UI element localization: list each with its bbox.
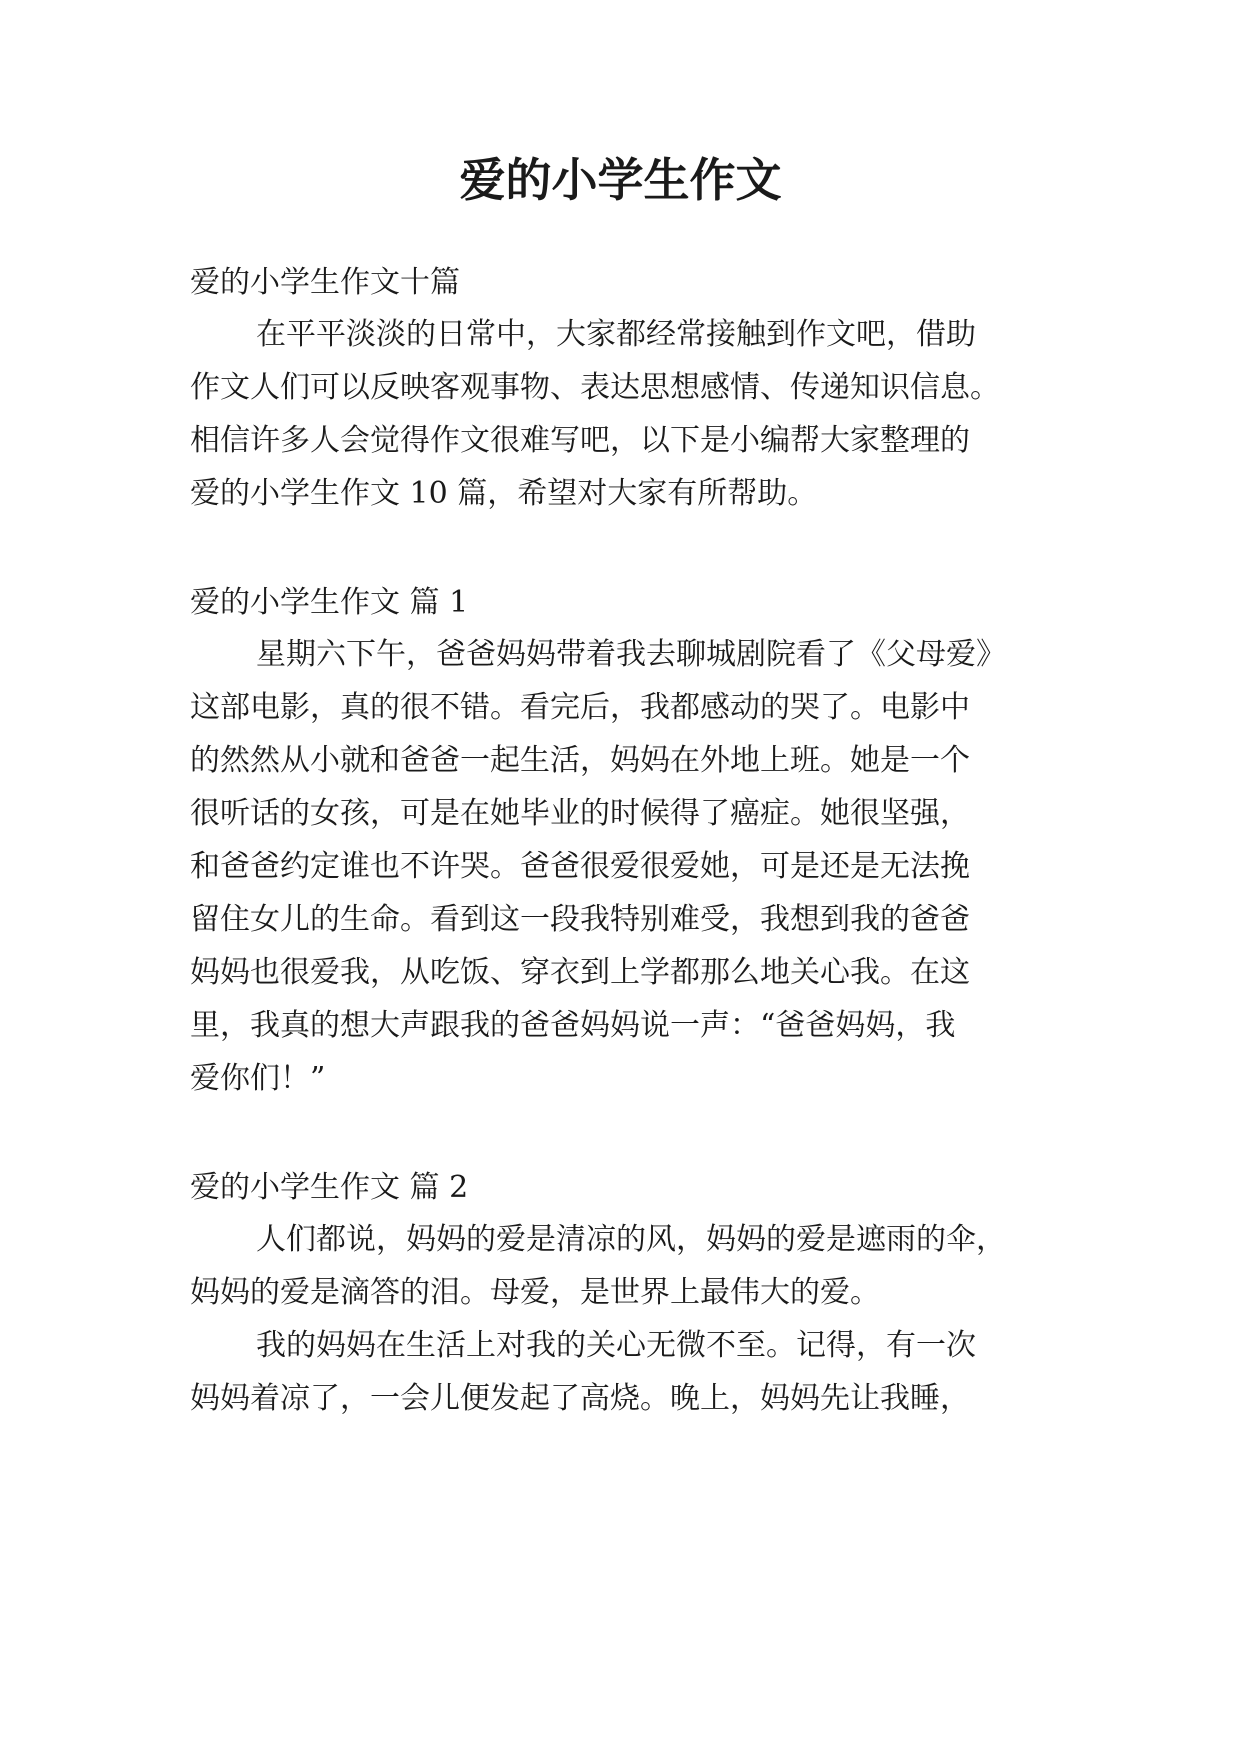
intro-line: 作文人们可以反映客观事物、表达思想感情、传递知识信息。 (190, 370, 1000, 405)
essay2-line: 我的妈妈在生活上对我的关心无微不至。记得，有一次 (256, 1328, 976, 1363)
essay1-line: 这部电影，真的很不错。看完后，我都感动的哭了。电影中 (190, 690, 970, 725)
essay2-line: 妈妈着凉了，一会儿便发起了高烧。晚上，妈妈先让我睡， (190, 1381, 970, 1416)
essay1-line: 星期六下午，爸爸妈妈带着我去聊城剧院看了《父母爱》 (256, 637, 1006, 672)
document-title: 爱的小学生作文 (459, 153, 782, 207)
intro-heading: 爱的小学生作文十篇 (190, 265, 460, 300)
essay1-line: 很听话的女孩，可是在她毕业的时候得了癌症。她很坚强， (190, 796, 970, 831)
intro-line: 在平平淡淡的日常中，大家都经常接触到作文吧，借助 (256, 317, 976, 352)
essay2-line: 人们都说，妈妈的爱是清凉的风，妈妈的爱是遮雨的伞， (256, 1222, 1006, 1257)
essay2-line: 妈妈的爱是滴答的泪。母爱，是世界上最伟大的爱。 (190, 1275, 880, 1310)
essay2-heading: 爱的小学生作文 篇 2 (190, 1170, 469, 1205)
essay1-line: 妈妈也很爱我，从吃饭、穿衣到上学都那么地关心我。在这 (190, 955, 970, 990)
essay1-line: 里，我真的想大声跟我的爸爸妈妈说一声：“爸爸妈妈，我 (190, 1008, 956, 1043)
intro-line: 爱的小学生作文 10 篇，希望对大家有所帮助。 (190, 476, 818, 511)
intro-line: 相信许多人会觉得作文很难写吧，以下是小编帮大家整理的 (190, 423, 970, 458)
essay1-line: 和爸爸约定谁也不许哭。爸爸很爱很爱她，可是还是无法挽 (190, 849, 970, 884)
essay1-heading: 爱的小学生作文 篇 1 (190, 585, 469, 620)
essay1-line: 的然然从小就和爸爸一起生活，妈妈在外地上班。她是一个 (190, 743, 970, 778)
essay1-line: 爱你们！” (190, 1061, 326, 1096)
essay1-line: 留住女儿的生命。看到这一段我特别难受，我想到我的爸爸 (190, 902, 970, 937)
